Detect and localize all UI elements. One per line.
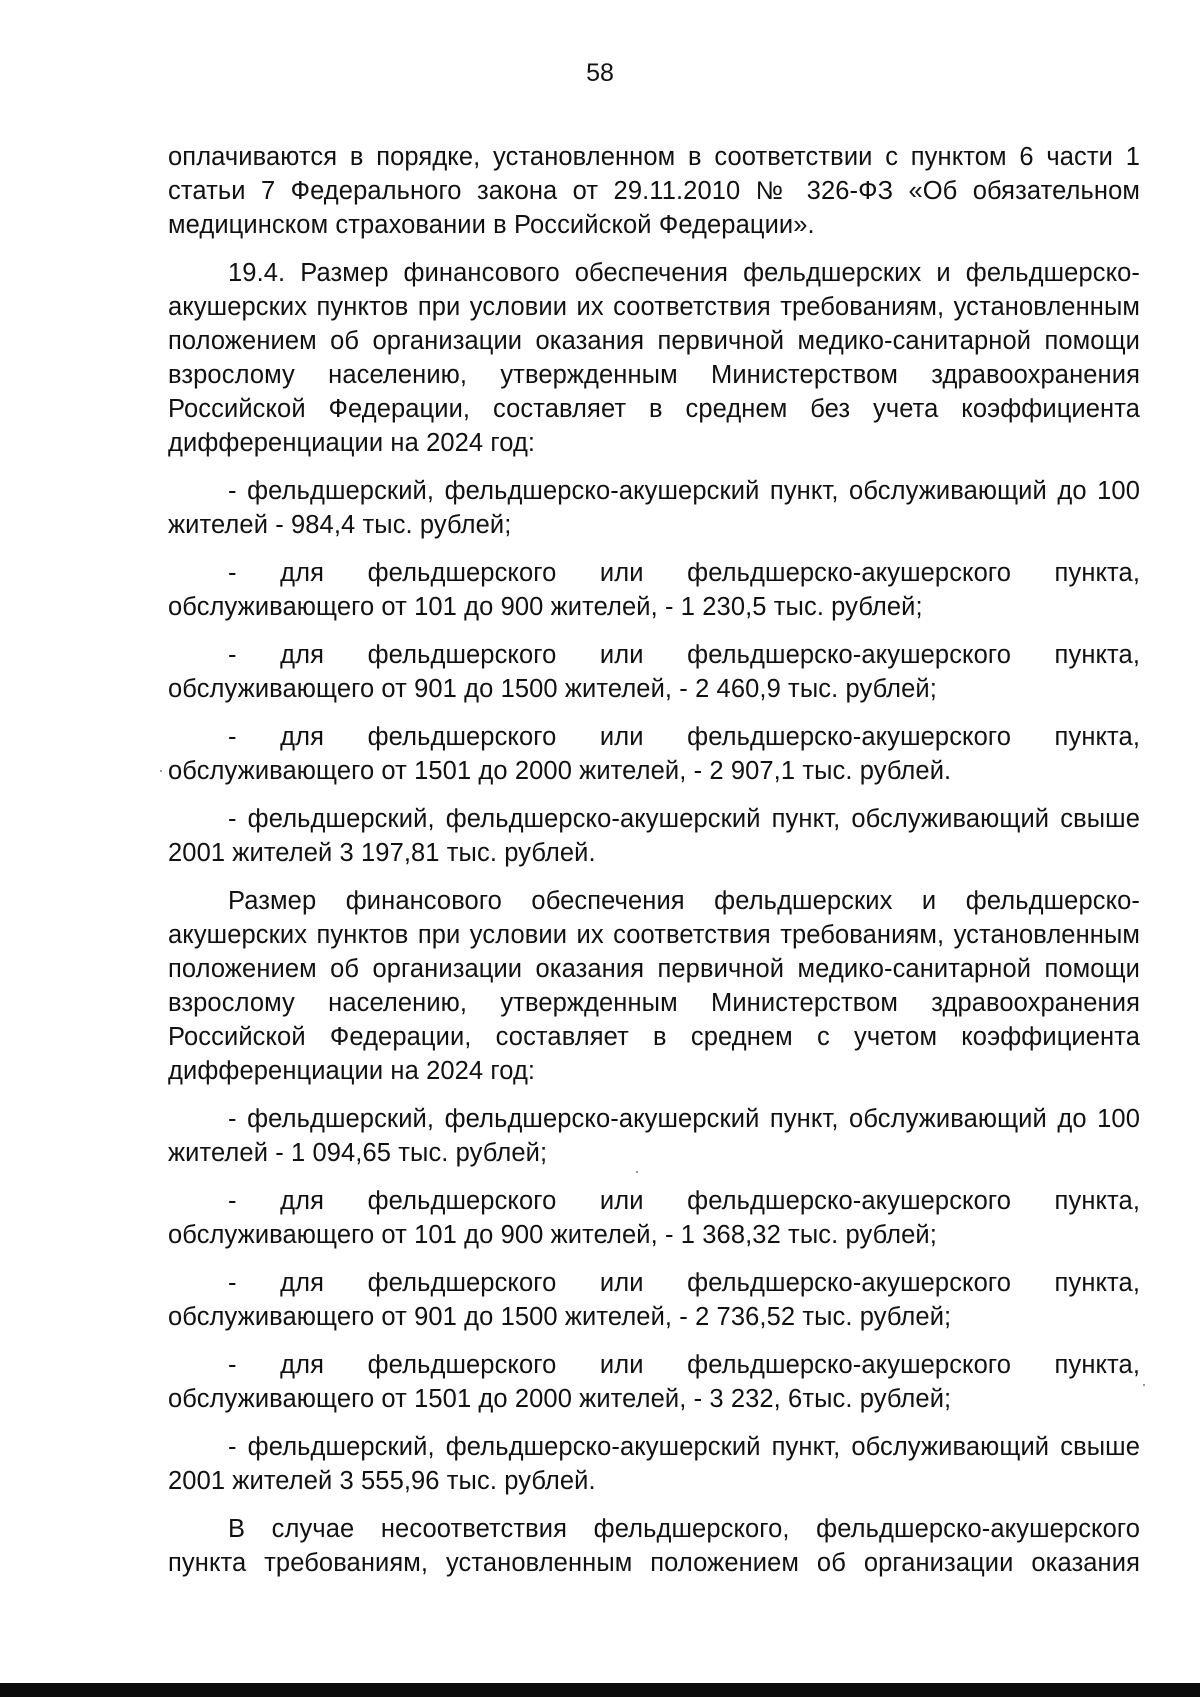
list-item-with-coef-901-1500: - для фельдшерского или фельдшерско-акушерского пункта, обслуживающего от 901 до 1500 жителей, - 2 736,52 тыс. рублей; [168, 1269, 1140, 1331]
paragraph-19-4: 19.4. Размер финансового обеспечения фельдшерских и фельдшерско-акушерских пунктов при условии их соответствия требованиям, установленным положением об организации оказания первичной медико-санитарной помощи взрослому населению, утвержденным Министерством здравоохранения Российской Федерации, составляет в среднем без учета коэффициента дифференциации на 2024 год: [168, 259, 1140, 457]
paragraph-nonconformity: В случае несоответствия фельдшерского, фельдшерско-акушерского пункта требованиям, установленным положением об организации оказания [168, 1515, 1140, 1577]
list-item-without-coef-1501-2000: - для фельдшерского или фельдшерско-акушерского пункта, обслуживающего от 1501 до 2000 жителей, - 2 907,1 тыс. рублей. [168, 723, 1140, 785]
list-item-without-coef-901-1500: - для фельдшерского или фельдшерско-акушерского пункта, обслуживающего от 901 до 1500 жителей, - 2 460,9 тыс. рублей; [168, 641, 1140, 703]
scan-bottom-edge [0, 1683, 1200, 1697]
list-item-without-coef-up-to-100: - фельдшерский, фельдшерско-акушерский пункт, обслуживающий до 100 жителей - 984,4 тыс. рублей; [168, 477, 1140, 539]
list-item-with-coef-1501-2000: - для фельдшерского или фельдшерско-акушерского пункта, обслуживающего от 1501 до 2000 жителей, - 3 232, 6тыс. рублей; [168, 1351, 1140, 1413]
paragraph-continuation: оплачиваются в порядке, установленном в соответствии с пунктом 6 части 1 статьи 7 Федерального закона от 29.11.2010 № 326-ФЗ «Об обязательном медицинском страховании в Российской Федерации». [168, 143, 1140, 239]
scan-speck [1143, 1384, 1145, 1386]
scan-speck [636, 1171, 638, 1173]
paragraph-with-coef: Размер финансового обеспечения фельдшерских и фельдшерско-акушерских пунктов при условии их соответствия требованиям, установленным положением об организации оказания первичной медико-санитарной помощи взрослому населению, утвержденным Министерством здравоохранения Российской Федерации, составляет в среднем с учетом коэффициента дифференциации на 2024 год: [168, 887, 1140, 1085]
list-item-without-coef-101-900: - для фельдшерского или фельдшерско-акушерского пункта, обслуживающего от 101 до 900 жителей, - 1 230,5 тыс. рублей; [168, 559, 1140, 621]
list-item-with-coef-over-2001: - фельдшерский, фельдшерско-акушерский пункт, обслуживающий свыше 2001 жителей 3 555,96 тыс. рублей. [168, 1433, 1140, 1495]
list-item-with-coef-101-900: - для фельдшерского или фельдшерско-акушерского пункта, обслуживающего от 101 до 900 жителей, - 1 368,32 тыс. рублей; [168, 1187, 1140, 1249]
page-number: 58 [586, 59, 614, 87]
list-item-without-coef-over-2001: - фельдшерский, фельдшерско-акушерский пункт, обслуживающий свыше 2001 жителей 3 197,81 тыс. рублей. [168, 805, 1140, 867]
list-item-with-coef-up-to-100: - фельдшерский, фельдшерско-акушерский пункт, обслуживающий до 100 жителей - 1 094,65 тыс. рублей; [168, 1105, 1140, 1167]
scan-speck [160, 770, 162, 772]
document-body [168, 140, 1140, 1580]
